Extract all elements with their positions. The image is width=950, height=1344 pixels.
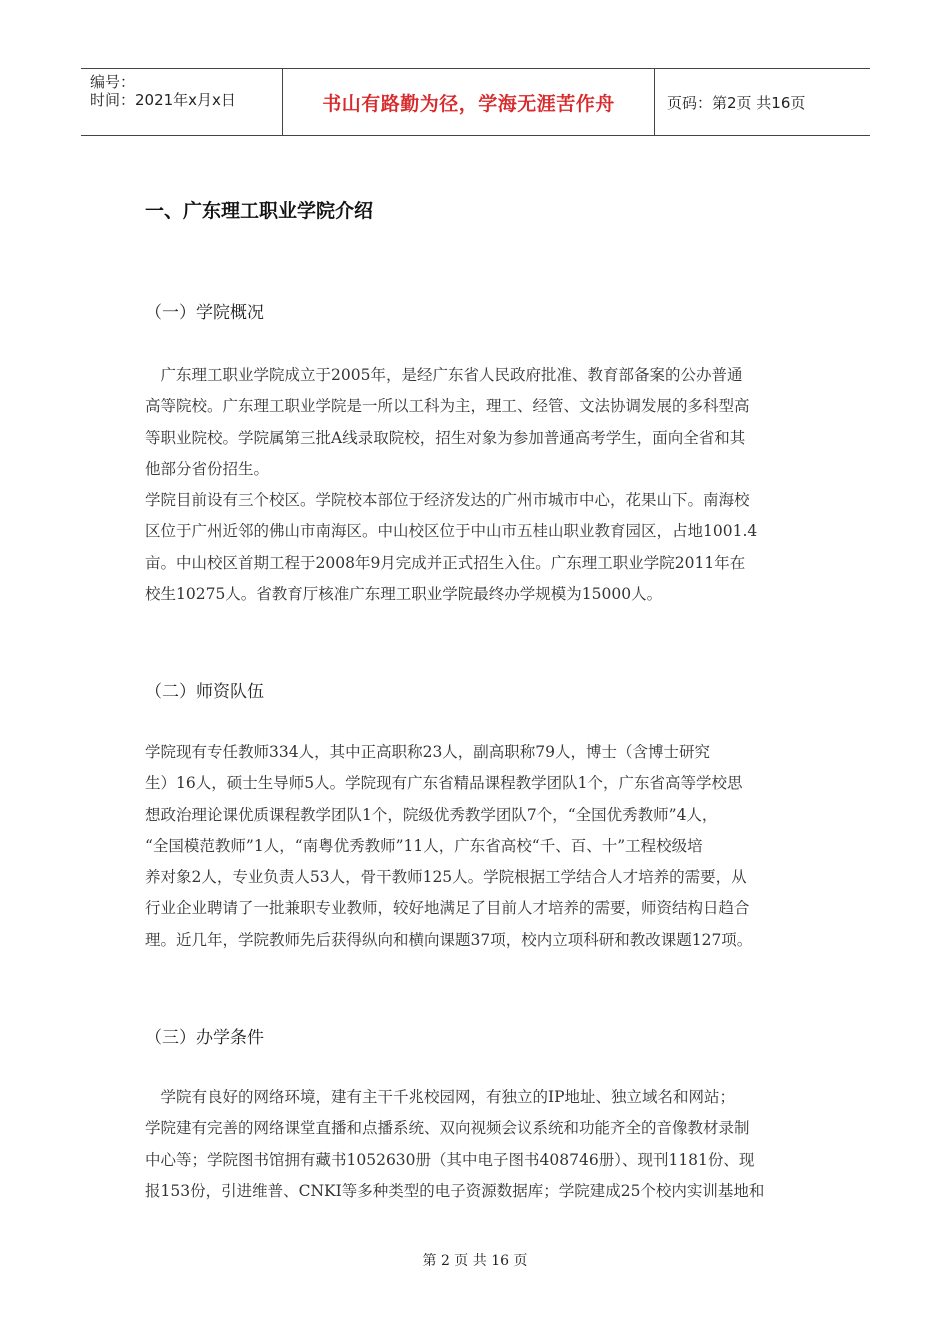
text-line: 学院目前设有三个校区。学院校本部位于经济发达的广州市城市中心，花果山下。南海校 xyxy=(145,491,750,510)
text-line: 行业企业聘请了一批兼职专业教师，较好地满足了目前人才培养的需要，师资结构日趋合 xyxy=(145,899,750,918)
page-footer: 第 2 页 共 16 页 xyxy=(422,1253,528,1269)
section-heading-facilities: （三）办学条件 xyxy=(145,1028,264,1048)
section-body-faculty xyxy=(145,737,811,956)
section-heading-overview: （一）学院概况 xyxy=(145,303,264,323)
document-number-label: 编号： xyxy=(90,73,136,91)
text-line: 想政治理论课优质课程教学团队1个，院级优秀教学团队7个，“全国优秀教师”4人， xyxy=(145,805,718,824)
text-line: 学院建有完善的网络课堂直播和点播系统、双向视频会议系统和功能齐全的音像教材录制 xyxy=(145,1119,750,1138)
text-line: 广东理工职业学院成立于2005年，是经广东省人民政府批准、教育部备案的公办普通 xyxy=(145,366,743,384)
page-header xyxy=(81,68,870,136)
section-body-overview xyxy=(145,360,811,610)
header-meta xyxy=(81,69,283,135)
text-line: “全国模范教师”1人，“南粤优秀教师”11人，广东省高校“千、百、十”工程校级培 xyxy=(145,836,703,855)
text-line: 报153份，引进维普、CNKI等多种类型的电子资源数据库；学院建成25个校内实训基地和 xyxy=(145,1181,765,1200)
header-motto: 书山有路勤为径，学海无涯苦作舟 xyxy=(283,69,655,135)
text-line: 亩。中山校区首期工程于2008年9月完成并正式招生入住。广东理工职业学院2011年在 xyxy=(145,553,746,572)
text-line: 校生10275人。省教育厅核准广东理工职业学院最终办学规模为15000人。 xyxy=(145,585,663,604)
document-time-label: 时间：2021年x月x日 xyxy=(90,91,236,109)
text-line: 高等院校。广东理工职业学院是一所以工科为主，理工、经管、文法协调发展的多科型高 xyxy=(145,397,750,416)
text-line: 生）16人，硕士生导师5人。学院现有广东省精品课程教学团队1个，广东省高等学校思 xyxy=(145,774,743,793)
text-line: 学院现有专任教师334人，其中正高职称23人，副高职称79人，博士（含博士研究 xyxy=(145,743,711,761)
text-line: 他部分省份招生。 xyxy=(145,459,270,478)
header-page-info: 页码：第2页 共16页 xyxy=(667,93,806,112)
section-heading-faculty: （二）师资队伍 xyxy=(145,682,264,702)
text-line: 等职业院校。学院属第三批A线录取院校，招生对象为参加普通高考学生，面向全省和其 xyxy=(145,428,746,447)
text-line: 区位于广州近邻的佛山市南海区。中山校区位于中山市五桂山职业教育园区，占地1001.4 xyxy=(145,522,758,541)
page-title: 一、广东理工职业学院介绍 xyxy=(145,200,374,222)
text-line: 理。近几年，学院教师先后获得纵向和横向课题37项，校内立项科研和教改课题127项。 xyxy=(145,930,753,949)
text-line: 中心等；学院图书馆拥有藏书1052630册（其中电子图书408746册）、现刊1181份、现 xyxy=(145,1150,755,1169)
section-body-facilities xyxy=(145,1082,811,1207)
text-line: 养对象2人，专业负责人53人，骨干教师125人。学院根据工学结合人才培养的需要，从 xyxy=(145,868,747,887)
text-line: 学院有良好的网络环境，建有主干千兆校园网，有独立的IP地址、独立域名和网站； xyxy=(145,1088,736,1106)
